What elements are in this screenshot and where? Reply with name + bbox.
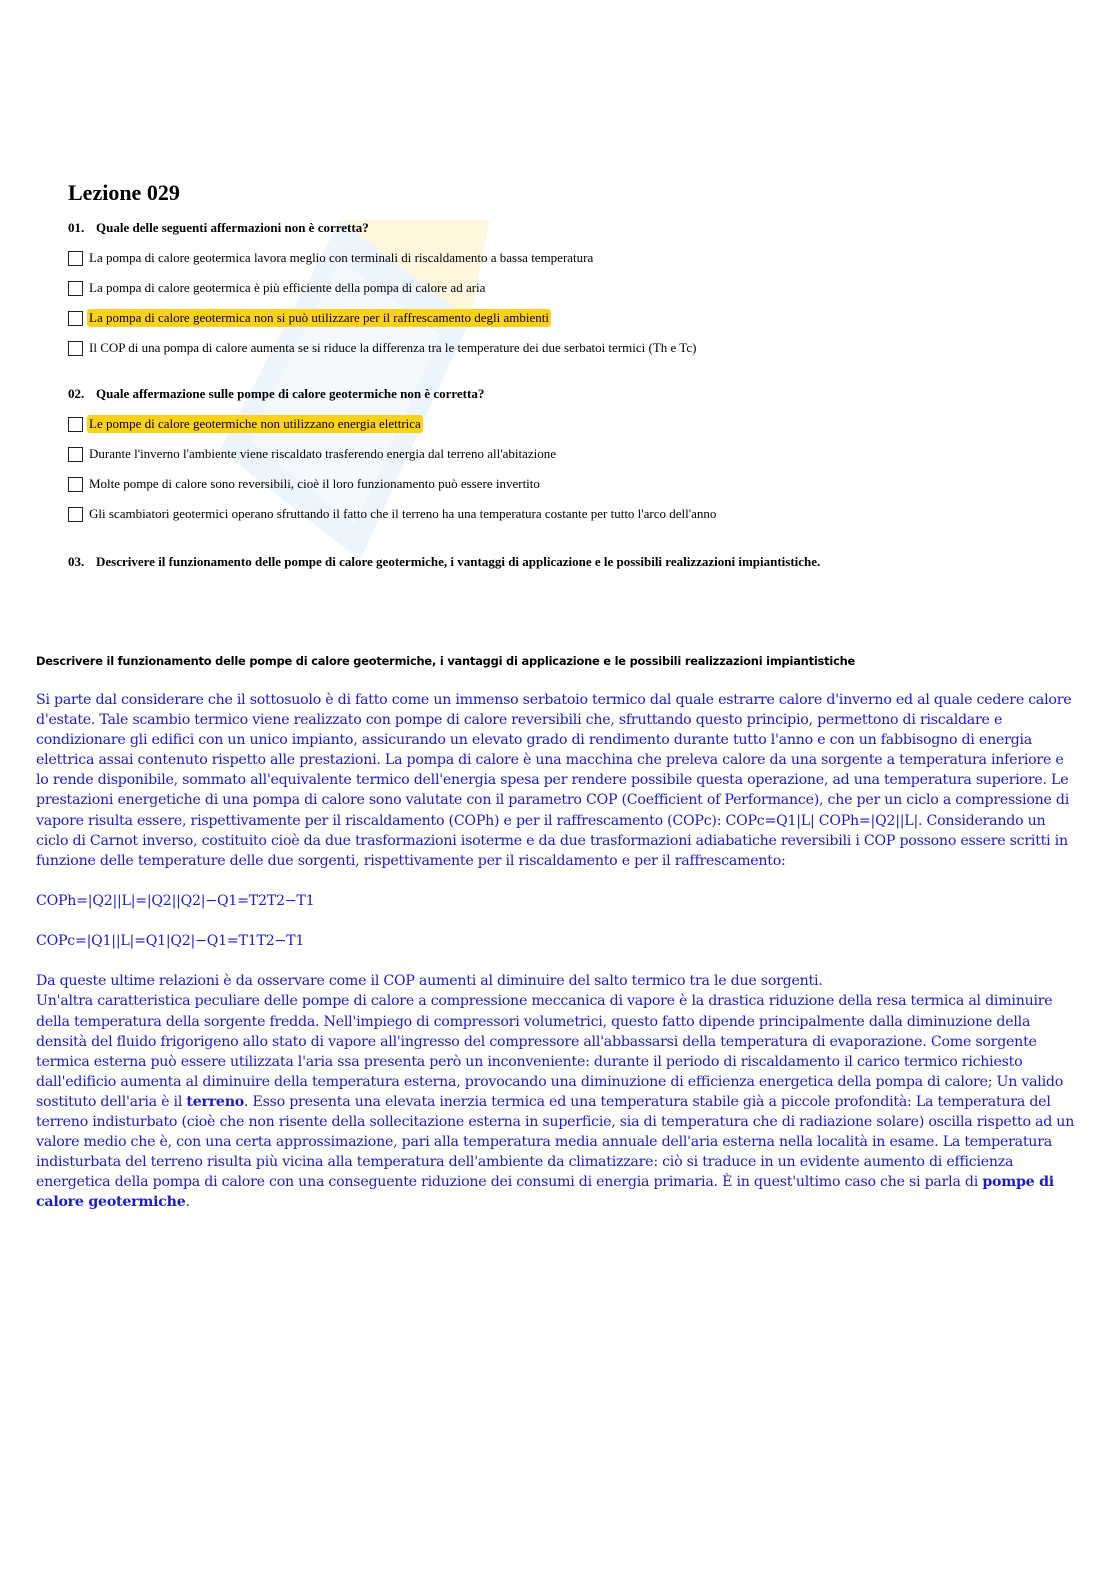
checkbox-icon[interactable] (68, 311, 83, 326)
paragraph-3-end: . (185, 1194, 190, 1211)
option-label: Durante l'inverno l'ambiente viene riscaldato trasferendo energia dal terreno all'abitazione (89, 446, 556, 461)
option-label: La pompa di calore geotermica è più efficiente della pompa di calore ad aria (89, 280, 486, 295)
question-1-text: Quale delle seguenti affermazioni non è corretta? (96, 220, 369, 235)
question-2-option-1[interactable] (68, 414, 1068, 434)
spacer (36, 951, 1076, 971)
keyword-pompe-geotermiche: pompe di calore geotermiche (36, 1174, 1054, 1211)
checkbox-icon[interactable] (68, 341, 83, 356)
question-1-option-3[interactable] (68, 308, 1068, 328)
question-2-option-4[interactable] (68, 504, 1068, 524)
question-1-option-1[interactable] (68, 248, 1068, 268)
checkbox-icon[interactable] (68, 507, 83, 522)
question-1-option-4[interactable] (68, 338, 1068, 358)
formula-copc: COPc=|Q1||L|=Q1|Q2|−Q1=T1T2−T1 (36, 933, 305, 950)
question-2-heading (68, 384, 1068, 404)
option-label-highlighted: Le pompe di calore geotermiche non utilizzano energia elettrica (89, 416, 421, 431)
question-1-option-2[interactable] (68, 278, 1068, 298)
checkbox-icon[interactable] (68, 251, 83, 266)
spacer (36, 911, 1076, 931)
formula-coph: COPh=|Q2||L|=|Q2||Q2|−Q1=T2T2−T1 (36, 892, 315, 909)
question-3-heading (68, 552, 1068, 572)
question-2-text: Quale affermazione sulle pompe di calore geotermiche non è corretta? (96, 386, 485, 401)
answer-paragraph-2: Da queste ultime relazioni è da osservare come il COP aumenti al diminuire del salto termico tra le due sorgenti. (36, 973, 823, 990)
question-2-number: 02. (68, 386, 85, 401)
checkbox-icon[interactable] (68, 417, 83, 432)
option-label: Gli scambiatori geotermici operano sfruttando il fatto che il terreno ha una temperatura costante per tutto l'arco dell'anno (89, 506, 717, 521)
answer-title: Descrivere il funzionamento delle pompe di calore geotermiche, i vantaggi di applicazione e le possibili realizzazioni impiantistiche (36, 654, 856, 668)
spacer (36, 871, 1076, 891)
question-1 (68, 218, 1068, 358)
question-2-option-2[interactable] (68, 444, 1068, 464)
question-2-option-3[interactable] (68, 474, 1068, 494)
checkbox-icon[interactable] (68, 477, 83, 492)
paragraph-3-part-b: . Esso presenta una elevata inerzia termica ed una temperatura stabile già a piccole profondità: La temperatura del terreno indisturbato (cioè che non risente della sollecitazione esterna in superficie, sia di temperatura che di radiazione solare) oscilla rispetto ad un valore medio che è, con una certa approssimazione, pari alla temperatura media annuale dell'aria esterna nella località in esame. La temperatura indisturbata del terreno risulta più vicina alla temperatura dell'ambiente da climatizzare: ciò si traduce in un evidente aumento di efficienza energetica della pompa di calore con una conseguente riduzione dei consumi di energia primaria. È in quest'ultimo caso che si parla di (36, 1093, 1075, 1191)
question-1-heading (68, 218, 1068, 238)
question-3 (68, 552, 1068, 572)
answer-paragraph-1: Si parte dal considerare che il sottosuolo è di fatto come un immenso serbatoio termico dal quale estrarre calore d'inverno ed al quale cedere calore d'estate. Tale scambio termico viene realizzato con pompe di calore reversibili che, sfruttando questo principio, permettono di riscaldare e condizionare gli edifici con un unico impianto, assicurando un elevato grado di rendimento durante tutto l'anno e con un fabbisogno di energia elettrica assai contenuto rispetto alle prestazioni. La pompa di calore è una macchina che preleva calore da una sorgente a temperatura inferiore e lo rende disponibile, sommato all'equivalente termico dell'energia spesa per rendere possibile questa operazione, ad una temperatura superiore. Le prestazioni energetiche di una pompa di calore sono valutate con il parametro COP (Coefficient of Performance), che per un ciclo a compressione di vapore risulta essere, rispettivamente per il riscaldamento (COPh) e per il raffrescamento (COPc): COPc=Q1|L| COPh=|Q2||L|. Considerando un ciclo di Carnot inverso, costituito cioè da due trasformazioni isoterme e da due trasformazioni adiabatiche reversibili i COP possono essere scritti in funzione delle temperature delle due sorgenti, rispettivamente per il riscaldamento e per il raffrescamento: (36, 692, 1072, 869)
question-3-number: 03. (68, 554, 85, 569)
keyword-terreno: terreno (186, 1093, 244, 1110)
option-label: La pompa di calore geotermica lavora meglio con terminali di riscaldamento a bassa temperatura (89, 250, 594, 265)
answer-paragraph-3 (36, 991, 1076, 1212)
option-label-highlighted: La pompa di calore geotermica non si può utilizzare per il raffrescamento degli ambienti (89, 310, 549, 325)
question-1-number: 01. (68, 220, 85, 235)
checkbox-icon[interactable] (68, 281, 83, 296)
checkbox-icon[interactable] (68, 447, 83, 462)
option-label: Molte pompe di calore sono reversibili, cioè il loro funzionamento può essere invertito (89, 476, 540, 491)
question-2 (68, 384, 1068, 524)
lesson-title: Lezione 029 (68, 180, 180, 205)
answer-body (36, 690, 1076, 1212)
paragraph-3-part-a: Un'altra caratteristica peculiare delle pompe di calore a compressione meccanica di vapore è la drastica riduzione della resa termica al diminuire della temperatura della sorgente fredda. Nell'impiego di compressori volumetrici, questo fatto dipende principalmente dalla diminuzione della densità del fluido frigorigeno allo stato di vapore all'ingresso del compressore all'abbassarsi della temperatura di evaporazione. Come sorgente termica esterna può essere utilizzata l'aria ssa presenta però un inconveniente: durante il periodo di riscaldamento il carico termico richiesto dall'edificio aumenta al diminuire della temperatura esterna, provocando una diminuzione di efficienza energetica della pompa di calore; Un valido sostituto dell'aria è il (36, 993, 1064, 1110)
option-label: Il COP di una pompa di calore aumenta se si riduce la differenza tra le temperature dei due serbatoi termici (Th e Tc) (89, 340, 697, 355)
question-3-text: Descrivere il funzionamento delle pompe di calore geotermiche, i vantaggi di applicazione e le possibili realizzazioni impiantistiche. (96, 554, 821, 569)
